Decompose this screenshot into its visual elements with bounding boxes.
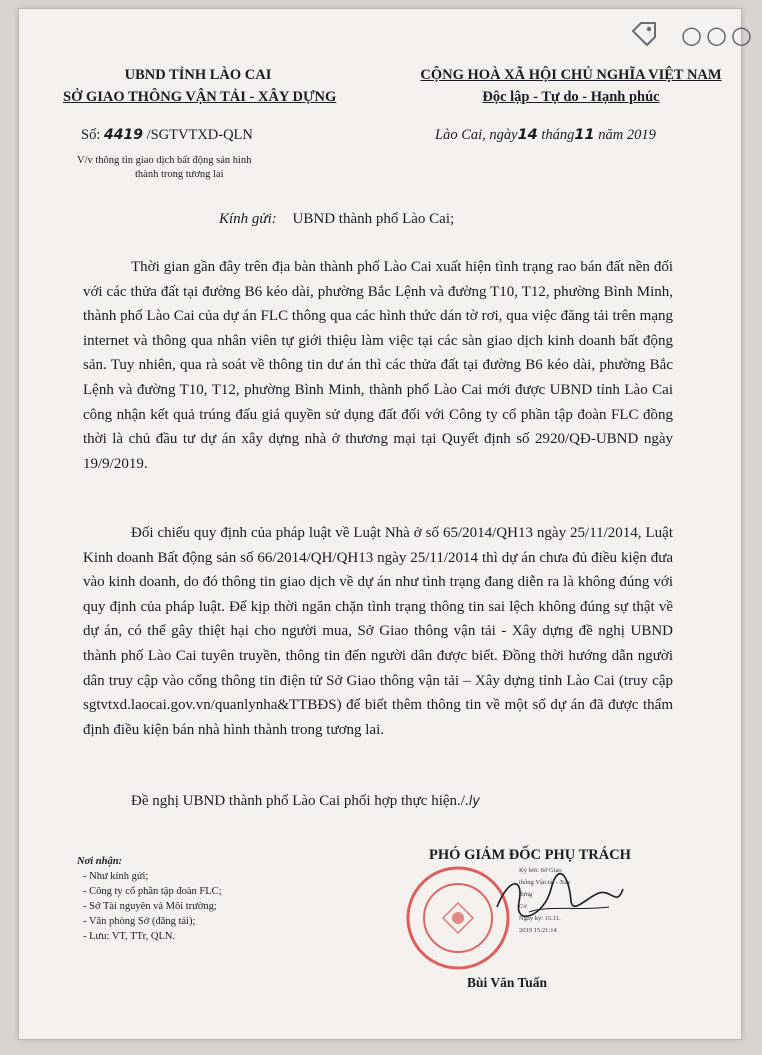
date-month-word: tháng (541, 127, 575, 143)
esign-line: Cơ (519, 903, 527, 910)
date-day: 14 (517, 127, 538, 143)
tag-icon[interactable] (627, 17, 661, 51)
distribution-item: - Như kính gửi; (83, 871, 149, 882)
closing-request: Đề nghị UBND thành phố Lào Cai phối hợp thực hiện. (131, 793, 461, 809)
subject-line-2: thành trong tương lai (135, 169, 224, 180)
esign-line: dựng (519, 891, 533, 898)
document-date (435, 127, 656, 144)
doc-number-value: 4419 (103, 127, 143, 143)
doc-number-prefix: Số: (81, 127, 101, 143)
issuer-department: SỞ GIAO THÔNG VẬN TẢI - XÂY DỰNG (63, 89, 337, 105)
digital-signature-info (519, 865, 629, 937)
esign-line: 2019 15:21:14 (519, 927, 557, 934)
body-paragraph-2: Đối chiếu quy định của pháp luật về Luật Nhà ở số 65/2014/QH13 ngày 25/11/2014, Luật Kinh doanh Bất động sản số 66/2014/QH/QH13 ngày 25/11/2014 thì dự án chưa đủ điều kiện đưa vào kinh doanh, do đó thông tin giao dịch về dự án như tình trạng đang diễn ra là không đúng với quy định của pháp luật. Để kịp thời ngăn chặn tình trạng thông tin sai lệch không đúng sự thật về dự án, có thể gây thiệt hại cho người mua, Sở Giao thông vận tải - Xây dựng đề nghị UBND thành phố Lào Cai tuyên truyền, thông tin đến người dân được biết. Đồng thời hướng dẫn người dân truy cập vào cổng thông tin điện tử Sở Giao thông vận tải – Xây dựng tỉnh Lào Cai (truy cập sgtvtxd.laocai.gov.vn/quanlynha&TTBĐS) để biết thêm thông tin về một số dự án đã được thẩm định điều kiện bán nhà hình thành trong tương lai. (83, 525, 673, 738)
doc-number-suffix: /SGTVTXD-QLN (146, 127, 253, 143)
distribution-item: - Văn phòng Sở (đăng tải); (83, 916, 196, 927)
subject-line-1: V/v thông tin giao dịch bất động sản hình (77, 155, 252, 166)
signer-title: PHÓ GIÁM ĐỐC PHỤ TRÁCH (429, 847, 631, 863)
body-paragraph-3 (83, 789, 673, 815)
national-motto: Độc lập - Tự do - Hạnh phúc (482, 89, 660, 105)
esign-line: thông Vận tải - Xây (519, 879, 571, 886)
national-title: CỘNG HOÀ XÃ HỘI CHỦ NGHĨA VIỆT NAM (420, 67, 722, 83)
issuer-province: UBND TỈNH LÀO CAI (124, 67, 272, 83)
distribution-item: - Lưu: VT, TTr, QLN. (83, 931, 176, 942)
recipient-label: Kính gửi: (219, 211, 277, 227)
esign-line: Ký bởi: Sở Giao (519, 867, 562, 874)
initials-handwritten: ly (468, 794, 480, 809)
recipient-line (219, 211, 454, 228)
closing-mark: /. (460, 793, 469, 809)
date-place: Lào Cai, ngày (435, 127, 518, 143)
more-dots-icon[interactable]: ○○○ (681, 21, 756, 49)
document-number (81, 127, 253, 144)
distribution-item: - Sở Tài nguyên và Môi trường; (83, 901, 217, 912)
issuer-header (63, 64, 337, 108)
distribution-items (77, 869, 222, 944)
distribution-list (77, 854, 222, 944)
body-paragraph-1: Thời gian gần đây trên địa bàn thành phố Lào Cai xuất hiện tình trạng rao bán đất nền đối với các thửa đất tại đường B6 kéo dài, phường Bắc Lệnh và đường T10, T12, phường Bình Minh, thành phố Lào Cai của dự án FLC thông qua các hình thức dán tờ rơi, qua việc đăng tải trên mạng internet và thông qua nhân viên tự giới thiệu làm việc tại các sàn giao dịch kinh doanh bất động sản. Tuy nhiên, qua rà soát về thông tin dư án thì các thửa đất tại đường B6 kéo dài, phường Bắc Lệnh và đường T10, T12, phường Bình Minh, thành phố Lào Cai mới được UBND tỉnh Lào Cai công nhận kết quả trúng đấu giá quyền sử dụng đất đối với Công ty cổ phần tập đoàn FLC đồng thời là chủ đầu tư dự án xây dựng nhà ở thương mại tại Quyết định số 2920/QĐ-UBND ngày 19/9/2019. (83, 259, 673, 472)
esign-line: Ngày ký: 15.11. (519, 915, 561, 922)
national-header (411, 64, 731, 108)
signer-name: Bùi Văn Tuấn (467, 975, 548, 990)
document-subject (77, 154, 251, 182)
distribution-item: - Công ty cổ phần tập đoàn FLC; (83, 886, 222, 897)
recipient-value: UBND thành phố Lào Cai; (292, 211, 455, 227)
distribution-title: Nơi nhận: (77, 856, 123, 867)
date-month: 11 (574, 127, 595, 143)
date-year: năm 2019 (598, 127, 656, 143)
document-page (18, 8, 756, 1040)
